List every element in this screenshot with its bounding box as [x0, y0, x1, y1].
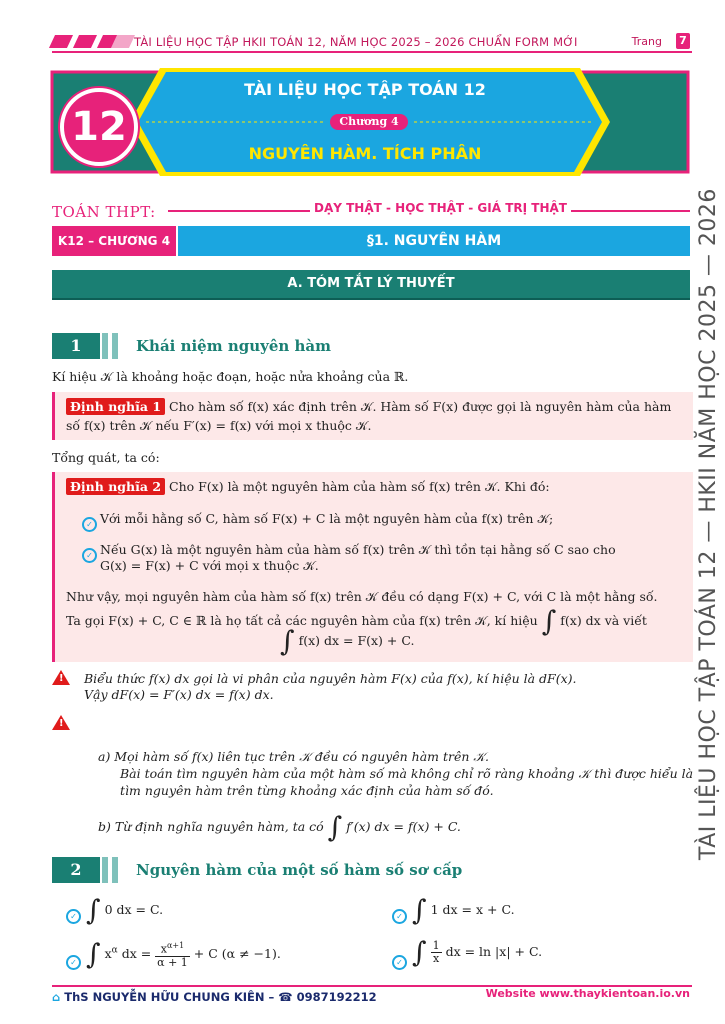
- note-1-line2: Vậy dF(x) = F′(x) dx = f(x) dx.: [84, 687, 274, 702]
- header-title: TÀI LIỆU HỌC TẬP HKII TOÁN 12, NĂM HỌC 2025 – 2026 CHUẨN FORM MỚI: [134, 35, 578, 49]
- check-icon: ✓: [82, 512, 97, 532]
- formula-4-fraction: [431, 940, 442, 965]
- dash: –: [268, 990, 275, 1004]
- grade-chapter-tag: K12 – CHƯƠNG 4: [52, 226, 176, 256]
- bullet-1: Với mỗi hằng số C, hàm số F(x) + C là một nguyên hàm của f(x) trên 𝒦;: [100, 511, 554, 526]
- note-2b-formula: f′(x) dx = f(x) + C.: [346, 819, 461, 834]
- header-stripe: [73, 35, 97, 48]
- formula-1: [86, 893, 164, 927]
- intro-text: Kí hiệu 𝒦 là khoảng hoặc đoạn, hoặc nửa khoảng của ℝ.: [52, 369, 409, 384]
- integral-sign: ∫: [327, 810, 343, 844]
- formula-2-text: 1 dx = x + C.: [430, 902, 515, 917]
- formula-3: [86, 937, 281, 971]
- main-formula: [280, 624, 415, 658]
- section-number: 1: [52, 333, 100, 359]
- fraction-numerator: 1: [432, 939, 440, 952]
- chapter-pill: Chương 4: [330, 114, 408, 130]
- page-footer: [52, 985, 692, 1007]
- integral-sign: ∫: [86, 893, 101, 927]
- bullet-2-line2: G(x) = F(x) + C với mọi x thuộc 𝒦.: [100, 558, 319, 573]
- summary-line2: [66, 604, 647, 638]
- subject-label: TOÁN THPT:: [52, 203, 156, 221]
- num-exp: α+1: [167, 941, 185, 950]
- page-label: Trang: [631, 35, 662, 48]
- formula-3-fraction: [155, 940, 190, 969]
- section-heading: Khái niệm nguyên hàm: [136, 337, 332, 355]
- bullet-2-line1: Nếu G(x) là một nguyên hàm của hàm số f(x) trên 𝒦 thì tồn tại hằng số C sao cho: [100, 542, 616, 557]
- general-text: Tổng quát, ta có:: [52, 450, 160, 465]
- definition-1-text: Cho hàm số f(x) xác định trên 𝒦. Hàm số F(x) được gọi là nguyên hàm của hàm: [169, 399, 672, 414]
- section-title: §1. NGUYÊN HÀM: [178, 226, 690, 256]
- summary-text-b: f(x) dx và viết: [560, 613, 647, 628]
- definition-1-line1: [66, 398, 686, 416]
- num-base: x: [160, 942, 167, 956]
- fraction-numerator: [155, 940, 190, 957]
- formula-3-mid: dx =: [117, 945, 156, 961]
- definition-2-tag: Định nghĩa 2: [66, 478, 165, 495]
- section-bars: [102, 333, 122, 359]
- section-heading: Nguyên hàm của một số hàm số sơ cấp: [136, 861, 463, 879]
- integral-sign: ∫: [541, 604, 557, 638]
- banner-subtitle: NGUYÊN HÀM. TÍCH PHÂN: [248, 144, 482, 163]
- formula-4-tail: dx = ln |x| + C.: [445, 944, 543, 959]
- page-number: 7: [676, 33, 690, 49]
- formula-text: f(x) dx = F(x) + C.: [298, 633, 415, 648]
- slogan: DẠY THẬT - HỌC THẬT - GIÁ TRỊ THẬT: [310, 201, 571, 215]
- grade-badge: 12: [60, 88, 138, 166]
- warning-icon: !: [52, 670, 70, 685]
- check-icon: ✓: [66, 904, 81, 924]
- note-2b-prefix: b) Từ định nghĩa nguyên hàm, ta có: [98, 819, 324, 834]
- section-bars: [102, 857, 122, 883]
- formula-4: [412, 935, 543, 969]
- phone-number: 0987192212: [296, 990, 377, 1004]
- fraction-denominator: α + 1: [157, 955, 188, 969]
- integral-sign: ∫: [412, 935, 427, 969]
- note-2b: [98, 810, 461, 844]
- home-icon: ⌂: [52, 990, 61, 1004]
- fraction-denominator: x: [432, 952, 440, 965]
- check-icon: ✓: [66, 950, 81, 970]
- check-icon: ✓: [82, 543, 97, 563]
- footer-website[interactable]: Website www.thaykientoan.io.vn: [485, 987, 690, 1000]
- phone-icon: ☎: [278, 990, 293, 1004]
- check-icon: ✓: [392, 904, 407, 924]
- check-icon: ✓: [392, 950, 407, 970]
- header-line: [52, 51, 692, 53]
- banner-title: TÀI LIỆU HỌC TẬP TOÁN 12: [244, 80, 486, 99]
- formula-1-text: 0 dx = C.: [104, 902, 164, 917]
- summary-text-a: Ta gọi F(x) + C, C ∈ ℝ là họ tất cả các nguyên hàm của f(x) trên 𝒦, kí hiệu: [66, 613, 538, 628]
- integral-sign: ∫: [280, 624, 295, 658]
- header-stripe: [49, 35, 73, 48]
- author-name: ThS NGUYỄN HỮU CHUNG KIÊN: [64, 990, 265, 1004]
- note-2a-line2: Bài toán tìm nguyên hàm của một hàm số mà không chỉ rõ ràng khoảng 𝒦 thì được hiểu là: [120, 766, 694, 781]
- summary-line1: Như vậy, mọi nguyên hàm của hàm số f(x) trên 𝒦 đều có dạng F(x) + C, với C là một hằng số.: [66, 589, 658, 604]
- note-1-line1: Biểu thức f(x) dx gọi là vi phân của nguyên hàm F(x) của f(x), kí hiệu là dF(x).: [84, 671, 577, 686]
- definition-2-text: Cho F(x) là một nguyên hàm của hàm số f(x) trên 𝒦. Khi đó:: [169, 479, 550, 494]
- integral-sign: ∫: [86, 937, 101, 971]
- page-header: [52, 33, 692, 51]
- side-title: TÀI LIỆU HỌC TẬP TOÁN 12 — HKII NĂM HỌC 2025 — 2026: [696, 188, 721, 860]
- definition-1-tag: Định nghĩa 1: [66, 398, 165, 415]
- formula-3-tail: + C (α ≠ −1).: [193, 945, 281, 961]
- formula-3-base: x: [104, 945, 112, 961]
- formula-2: [412, 893, 515, 927]
- integral-sign: ∫: [412, 893, 427, 927]
- section-number: 2: [52, 857, 100, 883]
- formula-3-exp: α: [111, 945, 118, 956]
- footer-author: [52, 990, 377, 1004]
- part-title: A. TÓM TẮT LÝ THUYẾT: [52, 270, 690, 300]
- note-2a-line3: tìm nguyên hàm trên từng khoảng xác định của hàm số đó.: [120, 783, 494, 798]
- warning-icon: !: [52, 715, 70, 730]
- definition-1-line2: số f(x) trên 𝒦 nếu F′(x) = f(x) với mọi x thuộc 𝒦.: [66, 418, 372, 433]
- definition-2-line: [66, 478, 550, 496]
- note-2a-line1: a) Mọi hàm số f(x) liên tục trên 𝒦 đều có nguyên hàm trên 𝒦.: [98, 749, 489, 764]
